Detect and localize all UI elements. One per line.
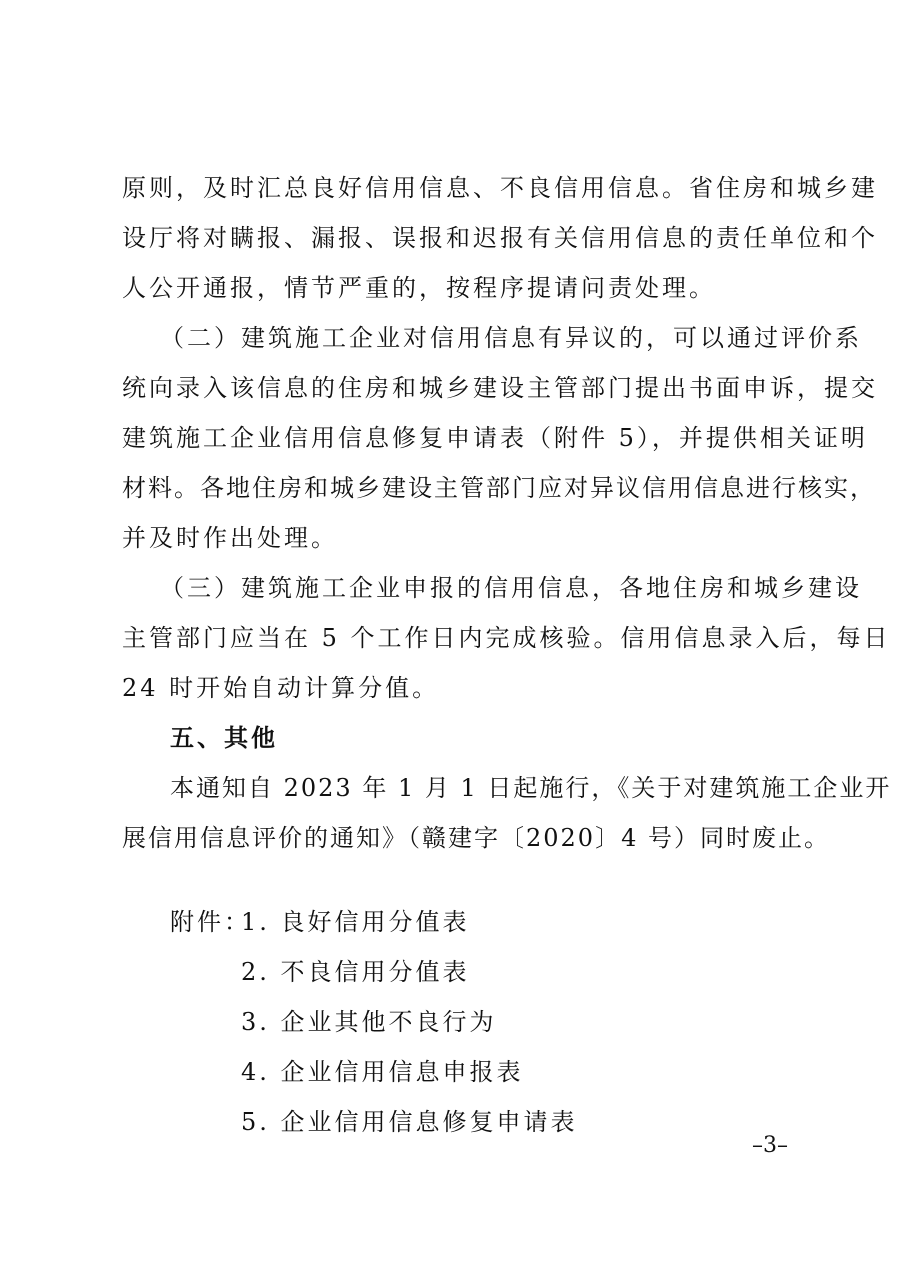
attachment-item-4: 4. 企业信用信息申报表 bbox=[241, 1058, 524, 1086]
paragraph3-line-3: 24 时开始自动计算分值。 bbox=[122, 674, 440, 702]
paragraph2-line-1: （二）建筑施工企业对信用信息有异议的，可以通过评价系 bbox=[160, 324, 862, 352]
paragraph3-line-2: 主管部门应当在 5 个工作日内完成核验。信用信息录入后，每日 bbox=[122, 624, 891, 652]
attachment-item-3: 3. 企业其他不良行为 bbox=[241, 1008, 497, 1036]
paragraph1-line-1: 原则，及时汇总良好信用信息、不良信用信息。省住房和城乡建 bbox=[122, 174, 878, 202]
section5-heading: 五、其他 bbox=[170, 724, 278, 752]
page-number: –3– bbox=[752, 1133, 788, 1158]
section5-line-2: 展信用信息评价的通知》（赣建字〔2020〕4 号）同时废止。 bbox=[122, 824, 830, 852]
paragraph1-line-3: 人公开通报，情节严重的，按程序提请问责处理。 bbox=[122, 274, 716, 302]
paragraph2-line-3: 建筑施工企业信用信息修复申请表（附件 5），并提供相关证明 bbox=[122, 424, 868, 452]
paragraph2-line-5: 并及时作出处理。 bbox=[122, 524, 338, 552]
paragraph3-line-1: （三）建筑施工企业申报的信用信息，各地住房和城乡建设 bbox=[160, 574, 862, 602]
section5-line-1: 本通知自 2023 年 1 月 1 日起施行，《关于对建筑施工企业开 bbox=[170, 774, 892, 802]
attachment-item-5: 5. 企业信用信息修复申请表 bbox=[241, 1108, 578, 1136]
attachment-item-1: 1. 良好信用分值表 bbox=[241, 908, 470, 936]
attachment-item-2: 2. 不良信用分值表 bbox=[241, 958, 470, 986]
paragraph1-line-2: 设厅将对瞒报、漏报、误报和迟报有关信用信息的责任单位和个 bbox=[122, 224, 878, 252]
attachments-label: 附件： bbox=[170, 908, 251, 936]
paragraph2-line-2: 统向录入该信息的住房和城乡建设主管部门提出书面申诉，提交 bbox=[122, 374, 878, 402]
paragraph2-line-4: 材料。各地住房和城乡建设主管部门应对异议信用信息进行核实， bbox=[122, 474, 876, 502]
